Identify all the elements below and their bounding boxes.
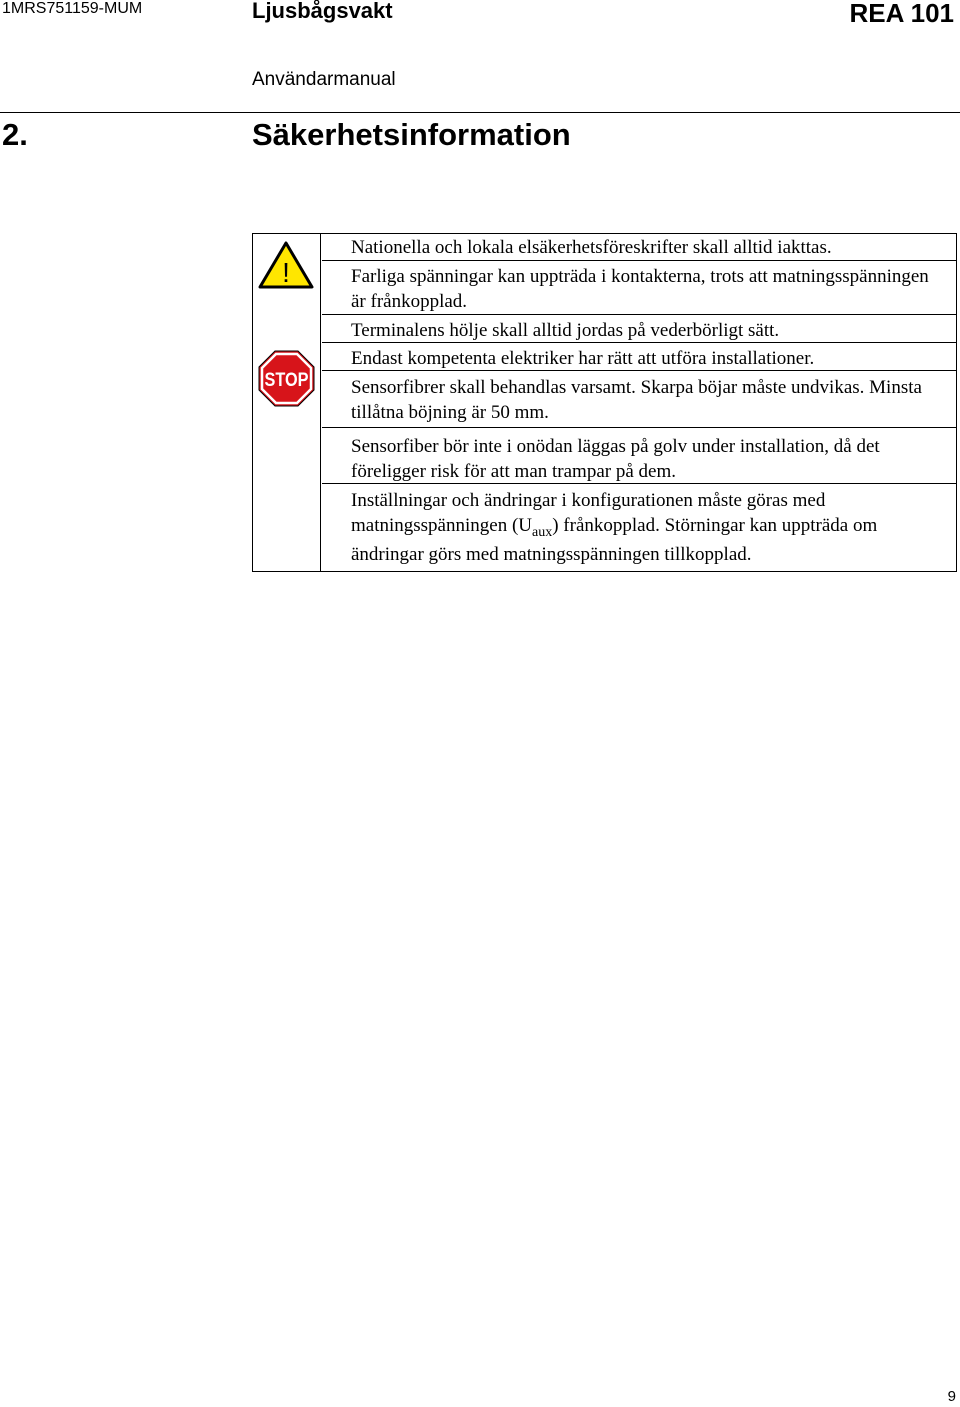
header-rule bbox=[0, 112, 960, 113]
config-line-2-prefix: matningsspänningen (U bbox=[351, 515, 533, 536]
safety-table bbox=[252, 233, 957, 572]
safety-row-configuration bbox=[322, 484, 956, 570]
config-line-3: ändringar görs med matningsspänningen tillkopplad. bbox=[351, 544, 752, 565]
aux-subscript: aux bbox=[532, 525, 553, 540]
icon-column bbox=[253, 234, 321, 571]
page-number: 9 bbox=[947, 1388, 956, 1405]
config-line-1: Inställningar och ändringar i konfigurationen måste göras med bbox=[351, 490, 826, 511]
config-line-2 bbox=[351, 513, 948, 538]
safety-row: Sensorfibrer skall behandlas varsamt. Skarpa böjar måste undvikas. Minsta tillåtna böjning är 50 mm. bbox=[322, 371, 956, 428]
product-title: Ljusbågsvakt bbox=[252, 0, 393, 23]
stop-sign-text: STOP bbox=[264, 370, 309, 391]
config-line-2-suffix: ) frånkopplad. Störningar kan uppträda om bbox=[552, 515, 878, 536]
stop-icon bbox=[258, 350, 315, 407]
doc-id: 1MRS751159-MUM bbox=[2, 0, 143, 17]
safety-row: Nationella och lokala elsäkerhetsföreskrifter skall alltid iakttas. bbox=[322, 234, 956, 261]
manual-type: Användarmanual bbox=[252, 69, 396, 90]
section-number: 2. bbox=[2, 117, 28, 152]
safety-row: Farliga spänningar kan uppträda i kontakterna, trots att matningsspänningen är frånkopplad. bbox=[322, 261, 956, 315]
safety-row: Terminalens hölje skall alltid jordas på vederbörligt sätt. bbox=[322, 315, 956, 343]
safety-text-column bbox=[322, 234, 956, 570]
safety-row: Sensorfiber bör inte i onödan läggas på golv under installation, då det föreligger risk för att man trampar på dem. bbox=[322, 428, 956, 484]
section-title: Säkerhetsinformation bbox=[252, 117, 571, 152]
safety-row: Endast kompetenta elektriker har rätt att utföra installationer. bbox=[322, 343, 956, 371]
model-name: REA 101 bbox=[849, 0, 954, 28]
warning-icon bbox=[257, 240, 315, 290]
warning-symbol: ! bbox=[282, 257, 290, 288]
